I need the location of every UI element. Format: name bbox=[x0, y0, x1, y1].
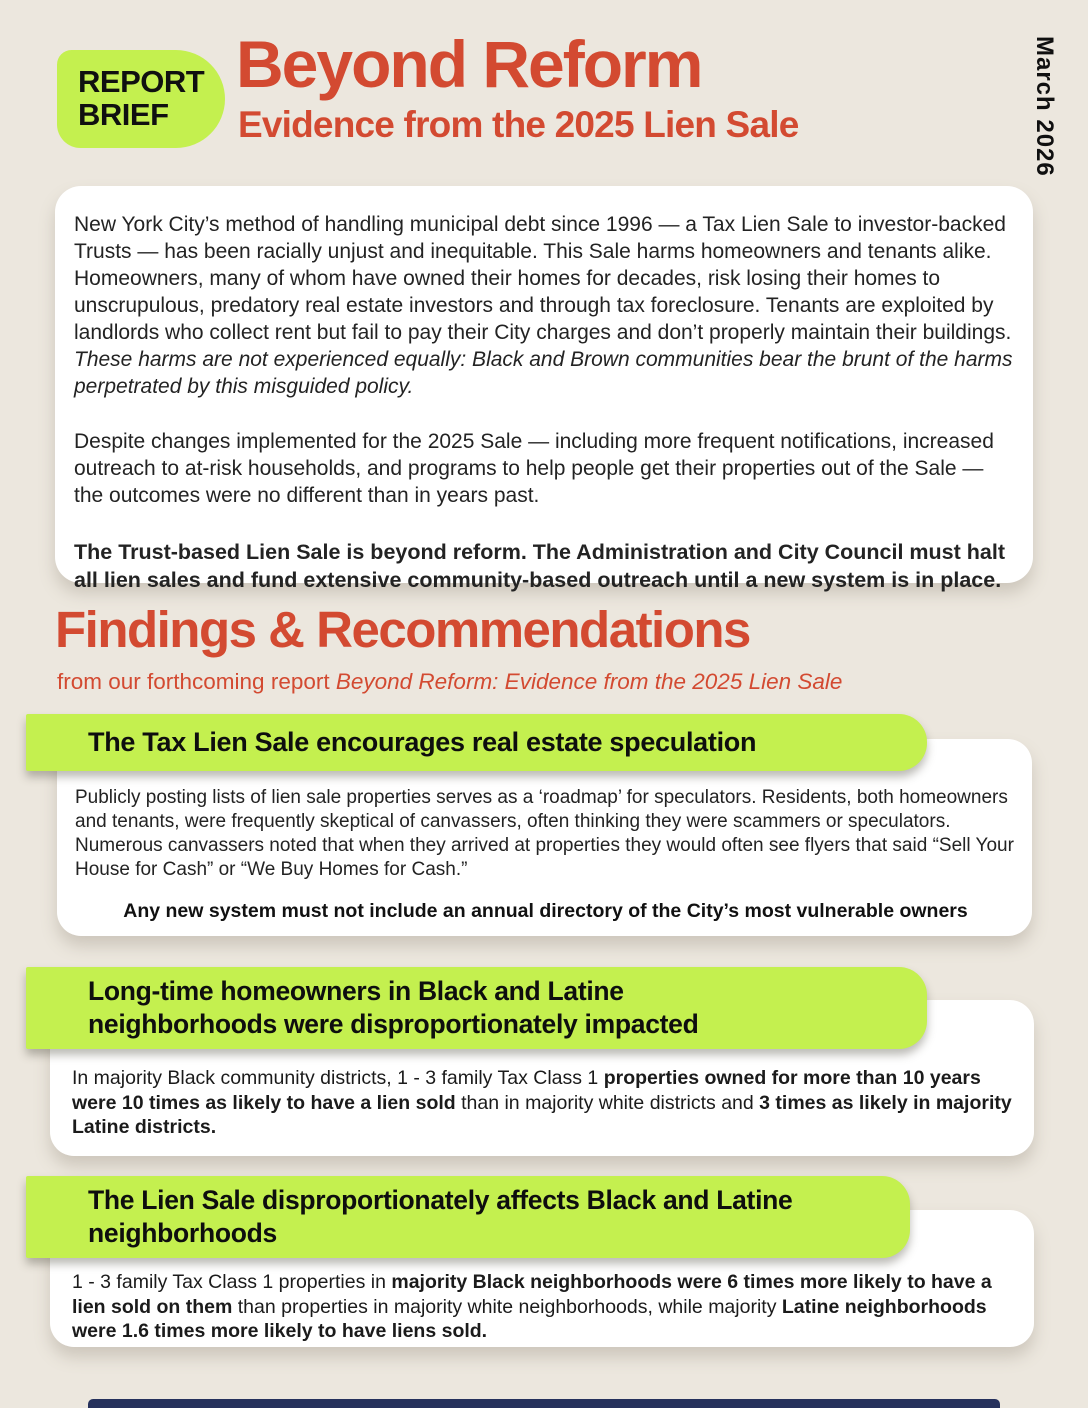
section-3-banner bbox=[26, 1176, 910, 1258]
section-2-body: In majority Black community districts, 1 - 3 family Tax Class 1 properties owned for more than 10 years were 10 times as likely to have a lien sold than in majority white districts and 3 times as likely in majority Latine districts. bbox=[72, 1067, 1012, 1139]
intro-paragraph-2: Despite changes implemented for the 2025 Sale — including more frequent notifications, increased outreach to at-risk households, and programs to help people get their properties out of the Sale — the outcomes were no different than in years past. bbox=[74, 429, 994, 507]
report-brief-badge bbox=[57, 50, 225, 148]
findings-title: Findings & Recommendations bbox=[55, 601, 750, 658]
report-title: Beyond Reform bbox=[236, 27, 702, 101]
section-3-title: The Lien Sale disproportionately affects Black and Latine neighborhoods bbox=[88, 1185, 793, 1248]
section-1-title: The Tax Lien Sale encourages real estate speculation bbox=[88, 727, 757, 757]
badge-line-brief: BRIEF bbox=[78, 97, 169, 133]
report-subtitle: Evidence from the 2025 Lien Sale bbox=[238, 104, 799, 145]
section-1-banner bbox=[26, 714, 927, 771]
section-1-body: Publicly posting lists of lien sale properties serves as a ‘roadmap’ for speculators. Residents, both homeowners and tenants, were frequently skeptical of canvassers, often thinking they were scammers or speculators. Numerous canvassers noted that when they arrived at properties they would often see flyers that said “Sell Your House for Cash” or “We Buy Homes for Cash.” bbox=[75, 787, 1014, 881]
badge-line-report: REPORT bbox=[78, 64, 205, 99]
section-2-title: Long-time homeowners in Black and Latine neighborhoods were disproportionately impacted bbox=[88, 976, 699, 1039]
section-2-banner bbox=[26, 967, 927, 1049]
findings-subtitle: from our forthcoming report Beyond Reform: Evidence from the 2025 Lien Sale bbox=[57, 669, 843, 694]
section-3-body: 1 - 3 family Tax Class 1 properties in majority Black neighborhoods were 6 times more likely to have a lien sold on them than properties in majority white neighborhoods, while majority Latine neighborhoods were 1.6 times more likely to have liens sold. bbox=[72, 1271, 992, 1343]
report-date-vertical: March 2026 bbox=[1031, 36, 1058, 177]
section-1-callout: Any new system must not include an annual directory of the City’s most vulnerable owners bbox=[123, 899, 968, 922]
intro-key-statement: The Trust-based Lien Sale is beyond reform. The Administration and City Council must halt all lien sales and fund extensive community-based outreach until a new system is in place. bbox=[74, 539, 1005, 593]
next-section-top-edge bbox=[88, 1399, 1000, 1408]
intro-card bbox=[55, 186, 1033, 593]
intro-paragraph-1: New York City’s method of handling municipal debt since 1996 — a Tax Lien Sale to investor-backed Trusts — has been racially unjust and inequitable. This Sale harms homeowners and tenants alike. Homeowners, many of whom have owned their homes for decades, risk losing their homes to unscrupulous, predatory real estate investors and through tax foreclosure. Tenants are exploited by landlords who collect rent but fail to pay their City charges and don’t properly maintain their buildings. These harms are not experienced equally: Black and Brown communities bear the brunt of the harms perpetrated by this misguided policy. bbox=[74, 213, 1013, 399]
